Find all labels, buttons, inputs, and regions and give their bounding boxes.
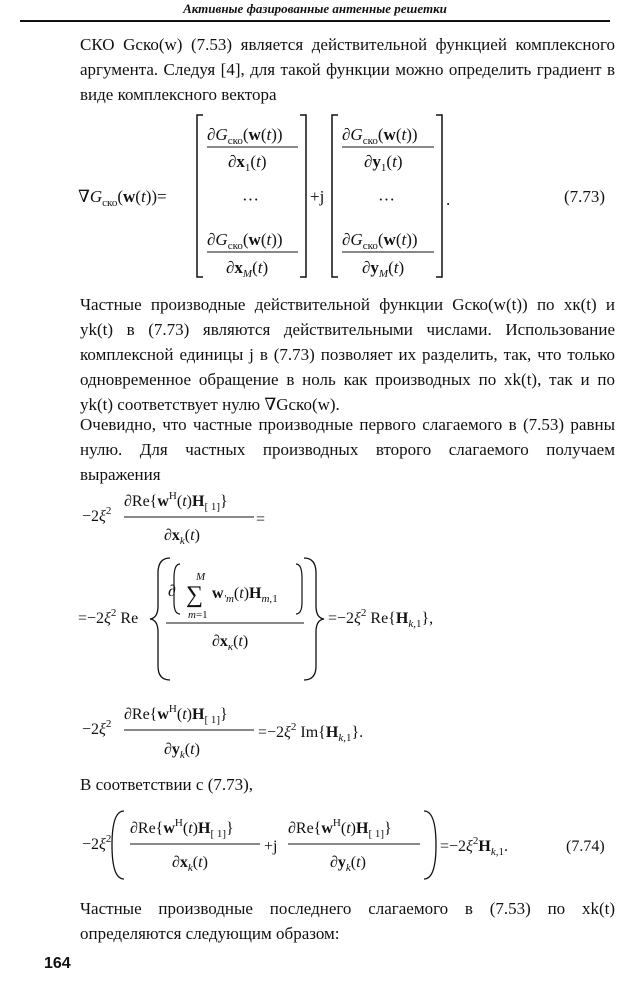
svg-text:∂Gско(w(t)): $\partial G_{ско}(w(t))$	[207, 125, 283, 147]
svg-text:=−2ξ2 Re: $=-2\xi^2$ Re	[78, 607, 139, 627]
svg-text:∂x1(t): $\partial x_1(t)$	[228, 152, 267, 174]
paragraph-1: СКО Gско(w) (7.53) является действительной функцией комплексного аргумента. Следуя [4], для такой функции можно определить градиент в виде комплексного вектора	[80, 35, 615, 104]
svg-text:−2ξ2: $-2\xi^2$	[82, 833, 112, 853]
svg-text:···: ···	[242, 190, 259, 209]
svg-text:∂xk(t): $\partial x_k(t)$	[172, 854, 208, 874]
equation-7-74	[0, 805, 628, 885]
svg-text:∂Gско(w(t)): $\partial G_{ско}(w(t))$	[342, 125, 418, 147]
svg-text:∂xk(t): $\partial x_k(t)$	[164, 527, 200, 547]
svg-text:=−2ξ2 Re{Hk,1},: $=-2\xi^2$ $Re\{H_{k,}1\}$,	[328, 607, 434, 630]
svg-text:M: M	[196, 571, 206, 583]
svg-text:∂xM(t): $\partial x_M(t)$	[226, 258, 269, 280]
paragraph-3: Очевидно, что частные производные первого слагаемого в (7.53) равны нулю. Для частных производных второго слагаемого получаем выражения	[80, 415, 615, 484]
page-number: 164	[44, 955, 71, 972]
svg-text:∂Re{wH(t)H[ 1]}: $\partial Re\{w^H(t)H_{[ 1]}\}$	[288, 817, 392, 840]
svg-text:∂Re{wH(t)H[ 1]}: $\partial Re\{w^H(t)H_{[ 1]}\}$	[124, 490, 228, 513]
svg-text:w′m(t)Hm,1: $w_{'m}(t)H_{m,}1$	[212, 585, 278, 605]
svg-text:∂Re{wH(t)H[ 1]}: $\partial Re\{w^H(t)H_{[ 1]}\}$	[130, 817, 234, 840]
svg-text:∂yk(t): $\partial y_k(t)$	[330, 854, 366, 874]
svg-text:···: ···	[378, 190, 395, 209]
svg-text:=−2ξ2 Im{Hk,1}.: $=-2\xi^2$ $Im\{H_{k,}1\}$.	[258, 721, 364, 744]
svg-text:∂: ∂	[168, 583, 176, 600]
paragraph-2: Частные производные действительной функции Gско(w(t)) по xк(t) и yk(t) в (7.73) являются действительными числами. Использование комплексной единицы j в (7.73) позволяет их разделить, так, что только одновременное обращение в ноль как производных по xk(t), так и по yk(t) соответствует нулю ∇Gско(w).	[80, 295, 615, 414]
paragraph-4: В соответствии с (7.73),	[80, 775, 254, 794]
equation-7-73	[0, 105, 628, 285]
svg-text:=−2ξ2Hk,1.: $=-2\xi^2H_{k,}1$.	[440, 835, 508, 858]
svg-text:∑: ∑	[186, 582, 204, 608]
svg-text:∇Gско(w(t))=: $\nabla G_{ско}(w(t))=$	[78, 187, 167, 209]
svg-text:∂Re{wH(t)H[ 1]}: $\partial Re\{w^H(t)H_{[ 1]}\}$	[124, 703, 228, 726]
svg-text:∂Gско(w(t)): $\partial G_{ско}(w(t))$	[342, 230, 418, 252]
equation-derivatives	[0, 478, 628, 768]
svg-text:+j: +j	[264, 838, 278, 855]
paragraph-5: Частные производные последнего слагаемого в (7.53) по xk(t) определяются следующим образом:	[80, 899, 615, 943]
equation-label-7-74: (7.74)	[566, 838, 605, 855]
equation-label-7-73: (7.73)	[564, 187, 606, 206]
running-header: Активные фазированные антенные решетки	[20, 0, 610, 22]
svg-text:−2ξ2: $-2\xi^2$	[82, 718, 112, 738]
svg-text:∂y1(t): $\partial y_1(t)$	[364, 152, 403, 174]
svg-text:∂yM(t): $\partial y_M(t)$	[362, 258, 405, 280]
svg-text:∂yk(t): $\partial y_k(t)$	[164, 741, 200, 761]
svg-text:∂Gско(w(t)): $\partial G_{ско}(w(t))$	[207, 230, 283, 252]
svg-text:m=1: m=1	[188, 609, 208, 621]
svg-text:+j: +j	[310, 187, 325, 206]
svg-text:∂xк(t): $\partial x_к(t)$	[212, 633, 249, 653]
svg-text:.: .	[446, 190, 451, 209]
svg-text:=: =	[256, 511, 266, 528]
svg-text:−2ξ2: $-2\xi^2$	[82, 505, 112, 525]
